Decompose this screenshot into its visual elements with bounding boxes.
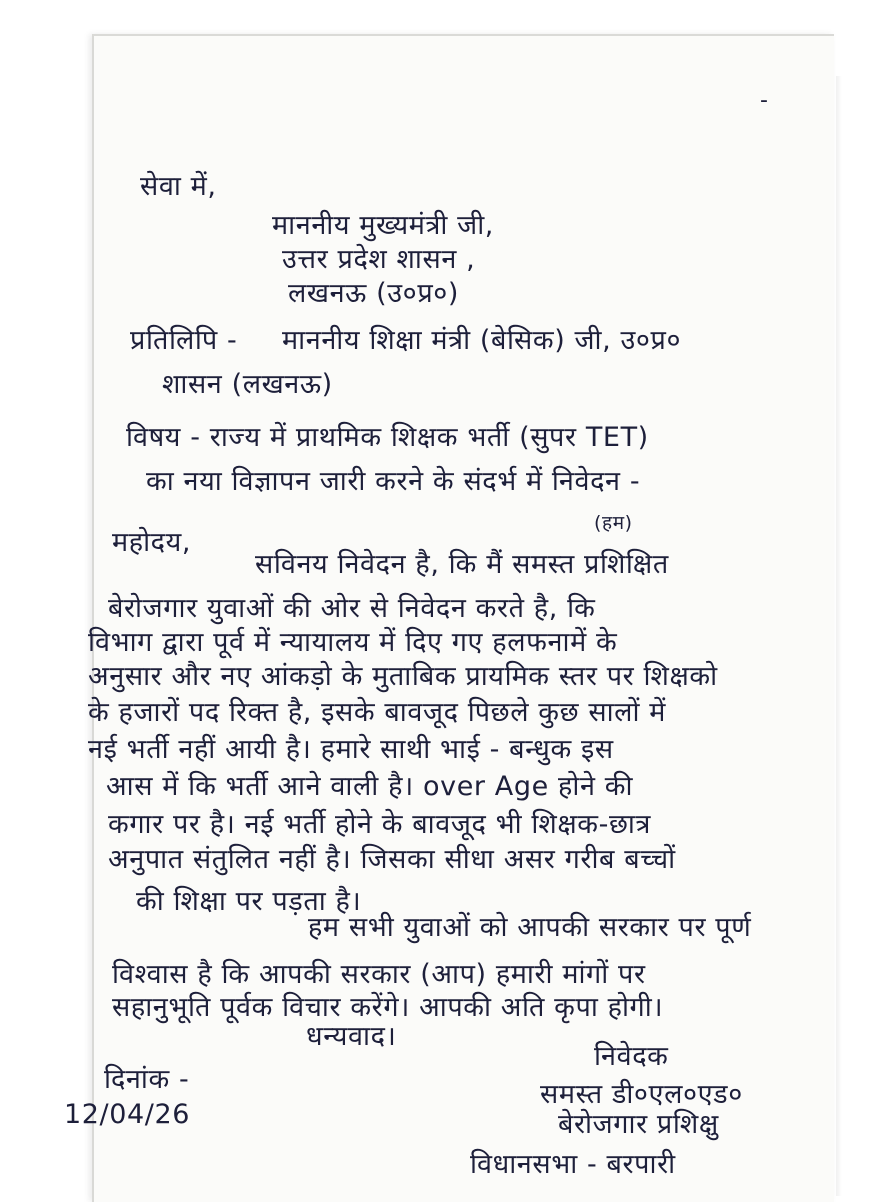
greeting: महोदय, bbox=[112, 527, 192, 558]
body-line: के हजारों पद रिक्त है, इसके बावजूद पिछले कुछ सालों में bbox=[88, 697, 667, 728]
insert-mark: (हम) bbox=[594, 512, 633, 534]
body-line: अनुसार और नए आंकड़ो के मुताबिक प्रायमिक स्तर पर शिक्षको bbox=[88, 661, 718, 692]
signature-line: बेरोजगार प्रशिक्षु bbox=[558, 1109, 719, 1140]
body-line: सविनय निवेदन है, कि मैं समस्त प्रशिक्षित bbox=[255, 549, 669, 580]
signature-line: निवेदक bbox=[594, 1041, 669, 1072]
body-line: आस में कि भर्ती आने वाली है। over Age होने की bbox=[106, 771, 634, 802]
signature-line: समस्त डी०एल०एड० bbox=[540, 1079, 743, 1110]
body-line: कगार पर है। नई भर्ती होने के बावजूद भी शिक्षक-छात्र bbox=[108, 809, 652, 840]
body-line: विभाग द्वारा पूर्व में न्यायालय में दिए गए हलफनामें के bbox=[88, 627, 618, 658]
constituency: विधानसभा - बरपारी bbox=[470, 1149, 676, 1180]
body-line: नई भर्ती नहीं आयी है। हमारे साथी भाई - बन्धुक इस bbox=[88, 734, 614, 765]
body-line: की शिक्षा पर पड़ता है। bbox=[136, 886, 362, 917]
body-line: सहानुभूति पूर्वक विचार करेंगे। आपकी अति कृपा होगी। bbox=[112, 992, 664, 1023]
copy-label: प्रतिलिपि - bbox=[130, 325, 238, 356]
copy-line: शासन (लखनऊ) bbox=[162, 369, 333, 400]
body-line: हम सभी युवाओं को आपकी सरकार पर पूर्ण bbox=[308, 912, 752, 943]
body-line: बेरोजगार युवाओं की ओर से निवेदन करते है, कि bbox=[108, 593, 596, 624]
body-line: अनुपात संतुलित नहीं है। जिसका सीधा असर गरीब बच्चों bbox=[108, 844, 676, 875]
salutation: सेवा में, bbox=[140, 171, 217, 202]
body-line: विश्वास है कि आपकी सरकार (आप) हमारी मांगों पर bbox=[112, 959, 646, 990]
addressee-line: लखनऊ (उ०प्र०) bbox=[288, 278, 460, 309]
body-line: धन्यवाद। bbox=[306, 1021, 397, 1052]
date-value: 12/04/26 bbox=[64, 1099, 191, 1130]
date-label: दिनांक - bbox=[104, 1064, 190, 1095]
addressee-line: माननीय मुख्यमंत्री जी, bbox=[272, 210, 494, 241]
subject-line: विषय - राज्य में प्राथमिक शिक्षक भर्ती (सुपर TET) bbox=[126, 422, 649, 453]
addressee-line: उत्तर प्रदेश शासन , bbox=[282, 244, 476, 275]
subject-line: का नया विज्ञापन जारी करने के संदर्भ में निवेदन - bbox=[146, 466, 641, 497]
copy-line: माननीय शिक्षा मंत्री (बेसिक) जी, उ०प्र० bbox=[282, 325, 682, 356]
corner-mark: - bbox=[760, 88, 768, 113]
